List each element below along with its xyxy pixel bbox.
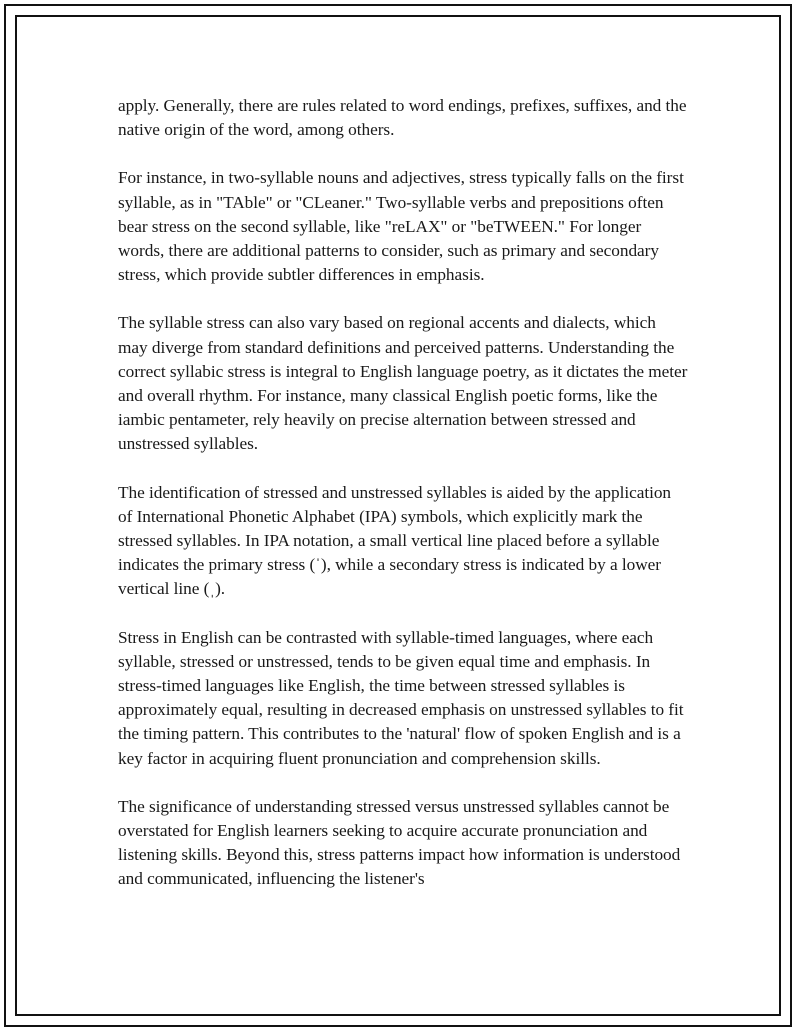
paragraph-6: The significance of understanding stressed versus unstressed syllables cannot be overstated for English learners seeking to acquire accurate pronunciation and listening skills. Beyond this, stress patterns impact how information is understood and communicated, influencing the listener's	[118, 796, 681, 889]
paragraph-3: The syllable stress can also vary based on regional accents and dialects, which may diverge from standard definitions and perceived patterns. Understanding the correct syllabic stress is integral to English language poetry, as it dictates the meter and overall rhythm. For instance, many classical English poetic forms, like the iambic pentameter, rely heavily on precise alternation between stressed and unstressed syllables.	[118, 313, 688, 454]
document-body	[118, 94, 688, 916]
paragraph-1: apply. Generally, there are rules related to word endings, prefixes, suffixes, and the native origin of the word, among others.	[118, 96, 687, 140]
paragraph-5: Stress in English can be contrasted with syllable-timed languages, where each syllable, stressed or unstressed, tends to be given equal time and emphasis. In stress-timed languages like English, the time between stressed syllables is approximately equal, resulting in decreased emphasis on unstressed syllables to fit the timing pattern. This contributes to the 'natural' flow of spoken English and is a key factor in acquiring fluent pronunciation and comprehension skills.	[118, 627, 684, 768]
paragraph-4: The identification of stressed and unstressed syllables is aided by the application of International Phonetic Alphabet (IPA) symbols, which explicitly mark the stressed syllables. In IPA notation, a small vertical line placed before a syllable indicates the primary stress (ˈ), while a secondary stress is indicated by a lower vertical line (ˌ).	[118, 482, 672, 599]
paragraph-2: For instance, in two-syllable nouns and adjectives, stress typically falls on the first syllable, as in "TAble" or "CLeaner." Two-syllable verbs and prepositions often bear stress on the second syllable, like "reLAX" or "beTWEEN." For longer words, there are additional patterns to consider, such as primary and secondary stress, which provide subtler differences in emphasis.	[118, 168, 684, 285]
